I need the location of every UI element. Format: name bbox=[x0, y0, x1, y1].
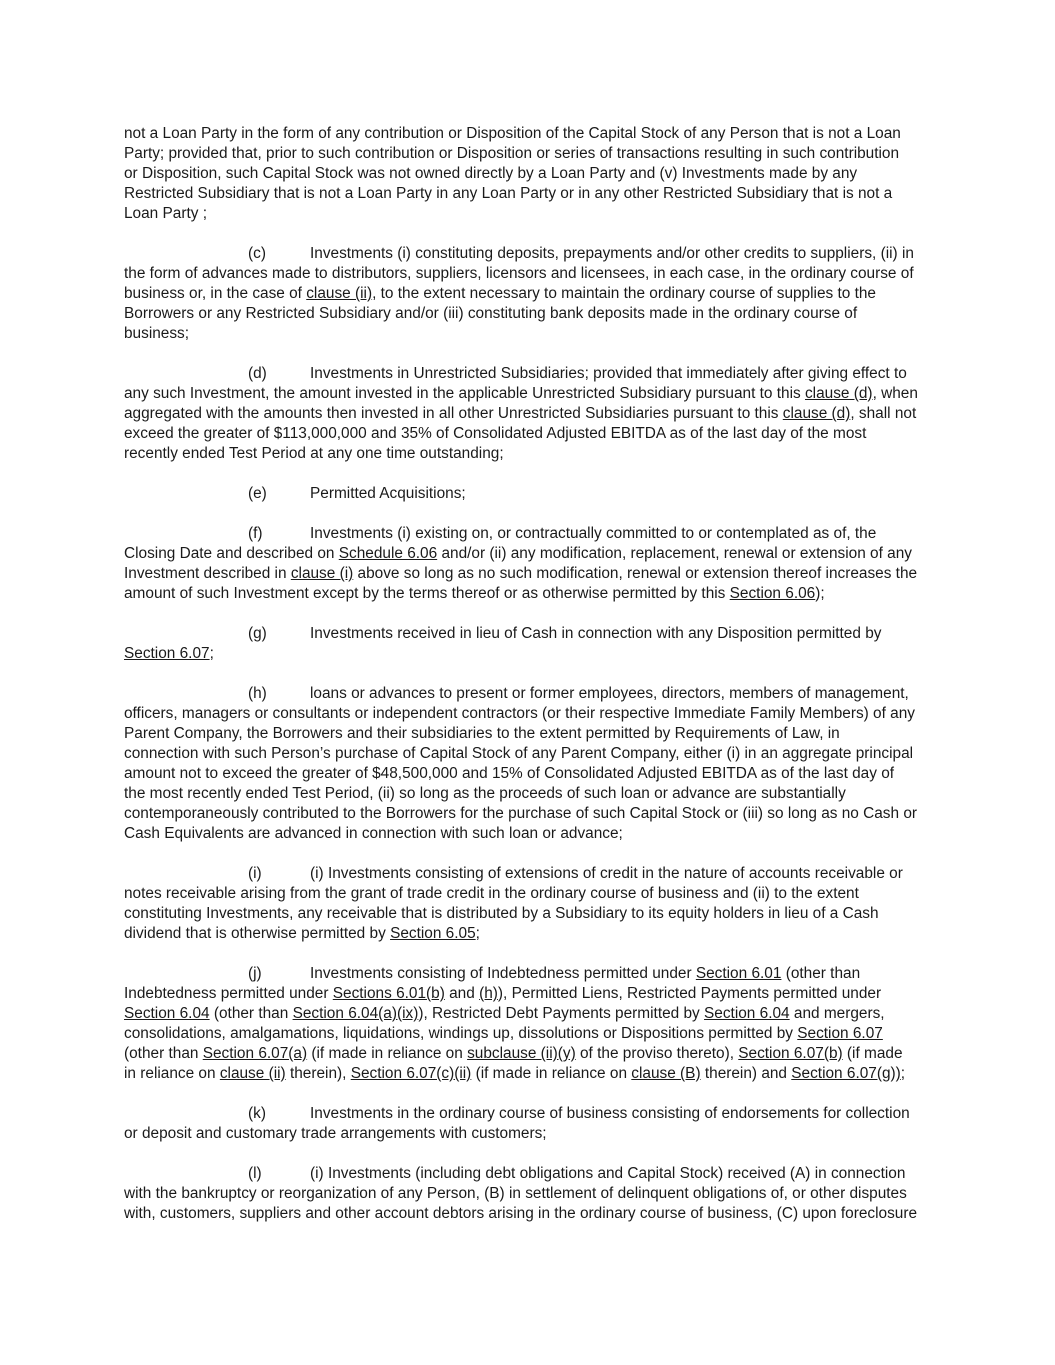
cross-reference: Schedule 6.06 bbox=[338, 545, 438, 562]
cross-reference: (h) bbox=[479, 985, 498, 1002]
text-line: (g) Investments received in lieu of Cash in connection with any Disposition permitted by bbox=[248, 625, 882, 642]
cross-reference: Section 6.07 bbox=[124, 645, 210, 662]
text-line: business; bbox=[124, 325, 190, 342]
text-line: Restricted Subsidiary that is not a Loan Party in any Loan Party or in any other Restricted Subsidiary that is not a bbox=[124, 185, 893, 202]
text-line: Borrowers or any Restricted Subsidiary and/or (iii) constituting bank deposits made in the ordinary course of bbox=[124, 305, 858, 322]
text-line: in reliance on clause (ii) therein), Section 6.07(c)(ii) (if made in reliance on clause (B) therein) and Section 6.07(g)); bbox=[124, 1065, 906, 1082]
paragraph-i bbox=[124, 864, 936, 944]
paragraph-d bbox=[124, 364, 936, 464]
text-line: Investment described in clause (i) above so long as no such modification, renewal or extension thereof increases the bbox=[124, 565, 918, 582]
cross-reference: Section 6.06 bbox=[729, 585, 816, 602]
text-line: or Disposition, such Capital Stock was not owned directly by a Loan Party and (v) Investments made by any bbox=[124, 165, 858, 182]
paragraph-h bbox=[124, 684, 936, 844]
clause-label: (l) bbox=[248, 1165, 262, 1182]
text-line: constituting Investments, any receivable that is distributed by a Subsidiary to its equity holders in lieu of a Cash bbox=[124, 905, 879, 922]
cross-reference: clause (d) bbox=[804, 385, 873, 402]
text-line: or deposit and customary trade arrangements with customers; bbox=[124, 1125, 547, 1142]
text-line: business or, in the case of clause (ii), to the extent necessary to maintain the ordinary course of supplies to the bbox=[124, 285, 876, 302]
cross-reference: Section 6.01 bbox=[695, 965, 782, 982]
text-line: officers, managers or consultants or independent contractors (or their respective Immediate Family Members) of any bbox=[124, 705, 915, 722]
text-line: (other than Section 6.07(a) (if made in reliance on subclause (ii)(y) of the proviso thereto), Section 6.07(b) (if made bbox=[124, 1045, 903, 1062]
clause-label: (k) bbox=[248, 1105, 266, 1122]
clause-label: (h) bbox=[248, 685, 267, 702]
paragraph-continuation bbox=[124, 124, 936, 224]
cross-reference: Section 6.07(a) bbox=[202, 1045, 308, 1062]
clause-label: (e) bbox=[248, 485, 267, 502]
text-line: connection with such Person’s purchase of Capital Stock of any Parent Company, either (i) in an aggregate principal bbox=[124, 745, 914, 762]
paragraph-j bbox=[124, 964, 936, 1084]
cross-reference: Section 6.04(a)(ix) bbox=[292, 1005, 419, 1022]
text-line: exceed the greater of $113,000,000 and 35% of Consolidated Adjusted EBITDA as of the last day of the most bbox=[124, 425, 867, 442]
clause-label: (d) bbox=[248, 365, 267, 382]
cross-reference: Section 6.04 bbox=[124, 1005, 210, 1022]
cross-reference: clause (i) bbox=[290, 565, 354, 582]
text-line: with, customers, suppliers and other account debtors arising in the ordinary course of business, (C) upon foreclosure bbox=[124, 1205, 918, 1222]
text-line: Loan Party ; bbox=[124, 205, 207, 222]
text-line: Section 6.07; bbox=[124, 645, 214, 662]
cross-reference: Section 6.04 bbox=[704, 1005, 790, 1022]
cross-reference: Section 6.07 bbox=[797, 1025, 883, 1042]
cross-reference: Section 6.07(c)(ii) bbox=[350, 1065, 472, 1082]
text-line: consolidations, amalgamations, liquidations, windings up, dissolutions or Dispositions permitted by Section 6.07 bbox=[124, 1025, 883, 1042]
text-line: Indebtedness permitted under Sections 6.01(b) and (h)), Permitted Liens, Restricted Payments permitted under bbox=[124, 985, 882, 1002]
clause-label: (f) bbox=[248, 525, 263, 542]
text-line: the form of advances made to distributors, suppliers, licensors and licensees, in each case, in the ordinary course of bbox=[124, 265, 914, 282]
cross-reference: clause (d) bbox=[782, 405, 851, 422]
clause-label: (i) bbox=[248, 865, 262, 882]
text-line: amount of such Investment except by the terms thereof or as otherwise permitted by this Section 6.06); bbox=[124, 585, 825, 602]
text-line: Party; provided that, prior to such contribution or Disposition or series of transactions resulting in such contribution bbox=[124, 145, 900, 162]
text-line: recently ended Test Period at any one time outstanding; bbox=[124, 445, 504, 462]
text-line: (l) (i) Investments (including debt obligations and Capital Stock) received (A) in connection bbox=[248, 1165, 906, 1182]
cross-reference: Section 6.07(g)) bbox=[791, 1065, 901, 1082]
text-line: (k) Investments in the ordinary course of business consisting of endorsements for collection bbox=[248, 1105, 910, 1122]
text-line: Closing Date and described on Schedule 6.06 and/or (ii) any modification, replacement, renewal or extension of any bbox=[124, 545, 912, 562]
cross-reference: Section 6.07(b) bbox=[738, 1045, 843, 1062]
paragraph-f bbox=[124, 524, 936, 604]
paragraph-e bbox=[124, 484, 936, 504]
text-line: Parent Company, the Borrowers and their subsidiaries to the extent permitted by Requirements of Law, in bbox=[124, 725, 840, 742]
clause-label: (c) bbox=[248, 245, 266, 262]
paragraph-k bbox=[124, 1104, 936, 1144]
text-line: (c) Investments (i) constituting deposits, prepayments and/or other credits to suppliers, (ii) in bbox=[248, 245, 914, 262]
text-line: (j) Investments consisting of Indebtedness permitted under Section 6.01 (other than bbox=[248, 965, 861, 982]
text-line: contemporaneously contributed to the Borrowers for the purchase of such Capital Stock or (iii) so long as no Cash or bbox=[124, 805, 918, 822]
paragraph-l bbox=[124, 1164, 936, 1224]
text-line: the most recently ended Test Period, (ii) so long as the proceeds of such loan or advance are substantially bbox=[124, 785, 846, 802]
text-line: dividend that is otherwise permitted by Section 6.05; bbox=[124, 925, 480, 942]
text-line: any such Investment, the amount invested in the applicable Unrestricted Subsidiary pursuant to this clause (d), when bbox=[124, 385, 918, 402]
clause-label: (g) bbox=[248, 625, 267, 642]
text-line: (i) (i) Investments consisting of extensions of credit in the nature of accounts receivable or bbox=[248, 865, 903, 882]
text-line: (h) loans or advances to present or former employees, directors, members of management, bbox=[248, 685, 909, 702]
text-line: Cash Equivalents are advanced in connection with such loan or advance; bbox=[124, 825, 623, 842]
paragraph-c bbox=[124, 244, 936, 344]
cross-reference: subclause (ii)(y) bbox=[467, 1045, 576, 1062]
clause-label: (j) bbox=[248, 965, 262, 982]
text-line: (f) Investments (i) existing on, or contractually committed to or contemplated as of, the bbox=[248, 525, 877, 542]
text-line: aggregated with the amounts then invested in all other Unrestricted Subsidiaries pursuant to this clause (d), shall not bbox=[124, 405, 917, 422]
paragraph-g bbox=[124, 624, 936, 664]
cross-reference: clause (ii) bbox=[306, 285, 373, 302]
text-line: amount not to exceed the greater of $48,500,000 and 15% of Consolidated Adjusted EBITDA as of the last day of bbox=[124, 765, 895, 782]
cross-reference: clause (B) bbox=[631, 1065, 701, 1082]
cross-reference: Sections 6.01(b) bbox=[332, 985, 445, 1002]
text-line: (d) Investments in Unrestricted Subsidiaries; provided that immediately after giving effect to bbox=[248, 365, 907, 382]
cross-reference: Section 6.05 bbox=[390, 925, 476, 942]
cross-reference: clause (ii) bbox=[219, 1065, 286, 1082]
text-line: not a Loan Party in the form of any contribution or Disposition of the Capital Stock of any Person that is not a Loan bbox=[124, 125, 901, 142]
text-line: (e) Permitted Acquisitions; bbox=[248, 485, 466, 502]
text-line: notes receivable arising from the grant of trade credit in the ordinary course of business and (ii) to the extent bbox=[124, 885, 859, 902]
text-line: Section 6.04 (other than Section 6.04(a)(ix)), Restricted Debt Payments permitted by Section 6.04 and mergers, bbox=[124, 1005, 885, 1022]
text-line: with the bankruptcy or reorganization of any Person, (B) in settlement of delinquent obligations of, or other disputes bbox=[124, 1185, 907, 1202]
